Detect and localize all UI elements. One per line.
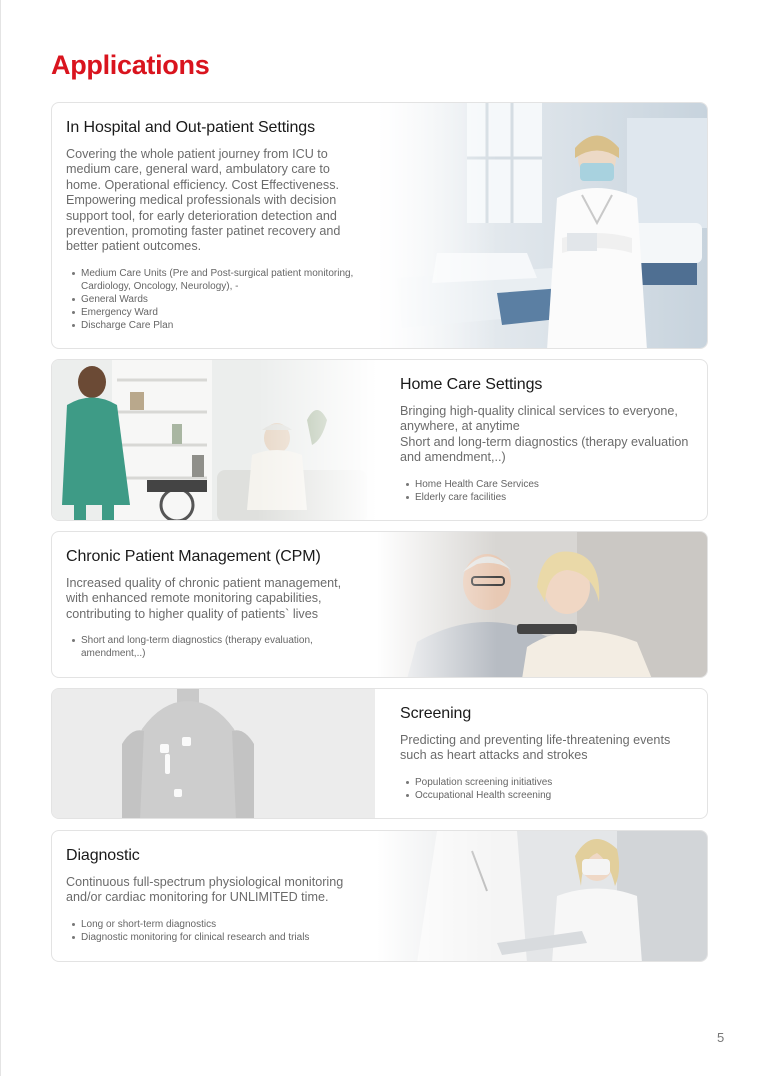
card-text — [400, 705, 685, 802]
list-item: Home Health Care Services — [415, 478, 695, 491]
card-description: Covering the whole patient journey from ICU to medium care, general ward, ambulatory care to home. Operational efficiency. Cost Effectiveness. Empowering medical professionals with decision support tool, for early deterioration detection and prevention, promoting faster patinet recovery and better patient outcomes. — [66, 147, 341, 254]
card-bullet-list — [66, 267, 371, 332]
card-title: Screening — [400, 705, 472, 722]
list-item: General Wards — [81, 293, 371, 306]
photo-fade — [377, 831, 497, 961]
card-bullet-list — [400, 776, 685, 802]
application-card-screening — [51, 688, 708, 819]
card-title: Home Care Settings — [400, 376, 543, 393]
elderly-couple-photo — [377, 532, 707, 677]
list-item: Diagnostic monitoring for clinical research and trials — [81, 931, 356, 944]
card-title: In Hospital and Out-patient Settings — [66, 119, 315, 136]
card-title: Chronic Patient Management (CPM) — [66, 548, 321, 565]
card-text — [66, 119, 356, 332]
list-item: Elderly care facilities — [415, 491, 695, 504]
card-description-line: Bringing high-quality clinical services to everyone, anywhere, at anytime — [400, 404, 678, 434]
card-bullet-list — [66, 634, 331, 660]
photo-fade — [377, 103, 497, 348]
card-text — [66, 548, 346, 660]
card-title: Diagnostic — [66, 847, 140, 864]
card-bullet-list — [400, 478, 695, 504]
list-item: Long or short-term diagnostics — [81, 918, 356, 931]
card-text — [400, 376, 695, 504]
card-description: Continuous full-spectrum physiological monitoring and/or cardiac monitoring for UNLIMITED time. — [66, 875, 344, 905]
list-item: Discharge Care Plan — [81, 319, 371, 332]
torso-sensor-render — [52, 689, 375, 818]
page-edge — [0, 0, 1, 1076]
doctor-consultation-photo — [377, 831, 707, 961]
card-text — [66, 847, 356, 944]
list-item: Occupational Health screening — [415, 789, 685, 802]
list-item: Emergency Ward — [81, 306, 371, 319]
page-title: Applications — [51, 50, 210, 80]
application-card-home-care — [51, 359, 708, 521]
card-description: Increased quality of chronic patient management, with enhanced remote monitoring capabilities, contributing to higher quality of patients` lives — [66, 576, 342, 621]
list-item: Short and long-term diagnostics (therapy evaluation, amendment,..) — [81, 634, 331, 660]
card-description: Predicting and preventing life-threatening events such as heart attacks and strokes — [400, 733, 671, 763]
list-item: Population screening initiatives — [415, 776, 685, 789]
hospital-ward-photo — [377, 103, 707, 348]
photo-fade — [257, 360, 377, 520]
torso-illustration — [52, 689, 375, 819]
photo-fade — [377, 532, 497, 677]
application-card-hospital — [51, 102, 708, 349]
application-card-cpm — [51, 531, 708, 678]
card-description-line: Short and long-term diagnostics (therapy evaluation and amendment,..) — [400, 434, 689, 465]
application-card-diagnostic — [51, 830, 708, 962]
card-bullet-list — [66, 918, 356, 944]
home-care-photo — [52, 360, 377, 520]
page-number: 5 — [717, 1030, 725, 1045]
list-item: Medium Care Units (Pre and Post-surgical patient monitoring, Cardiology, Oncology, Neurology), - — [81, 267, 371, 293]
